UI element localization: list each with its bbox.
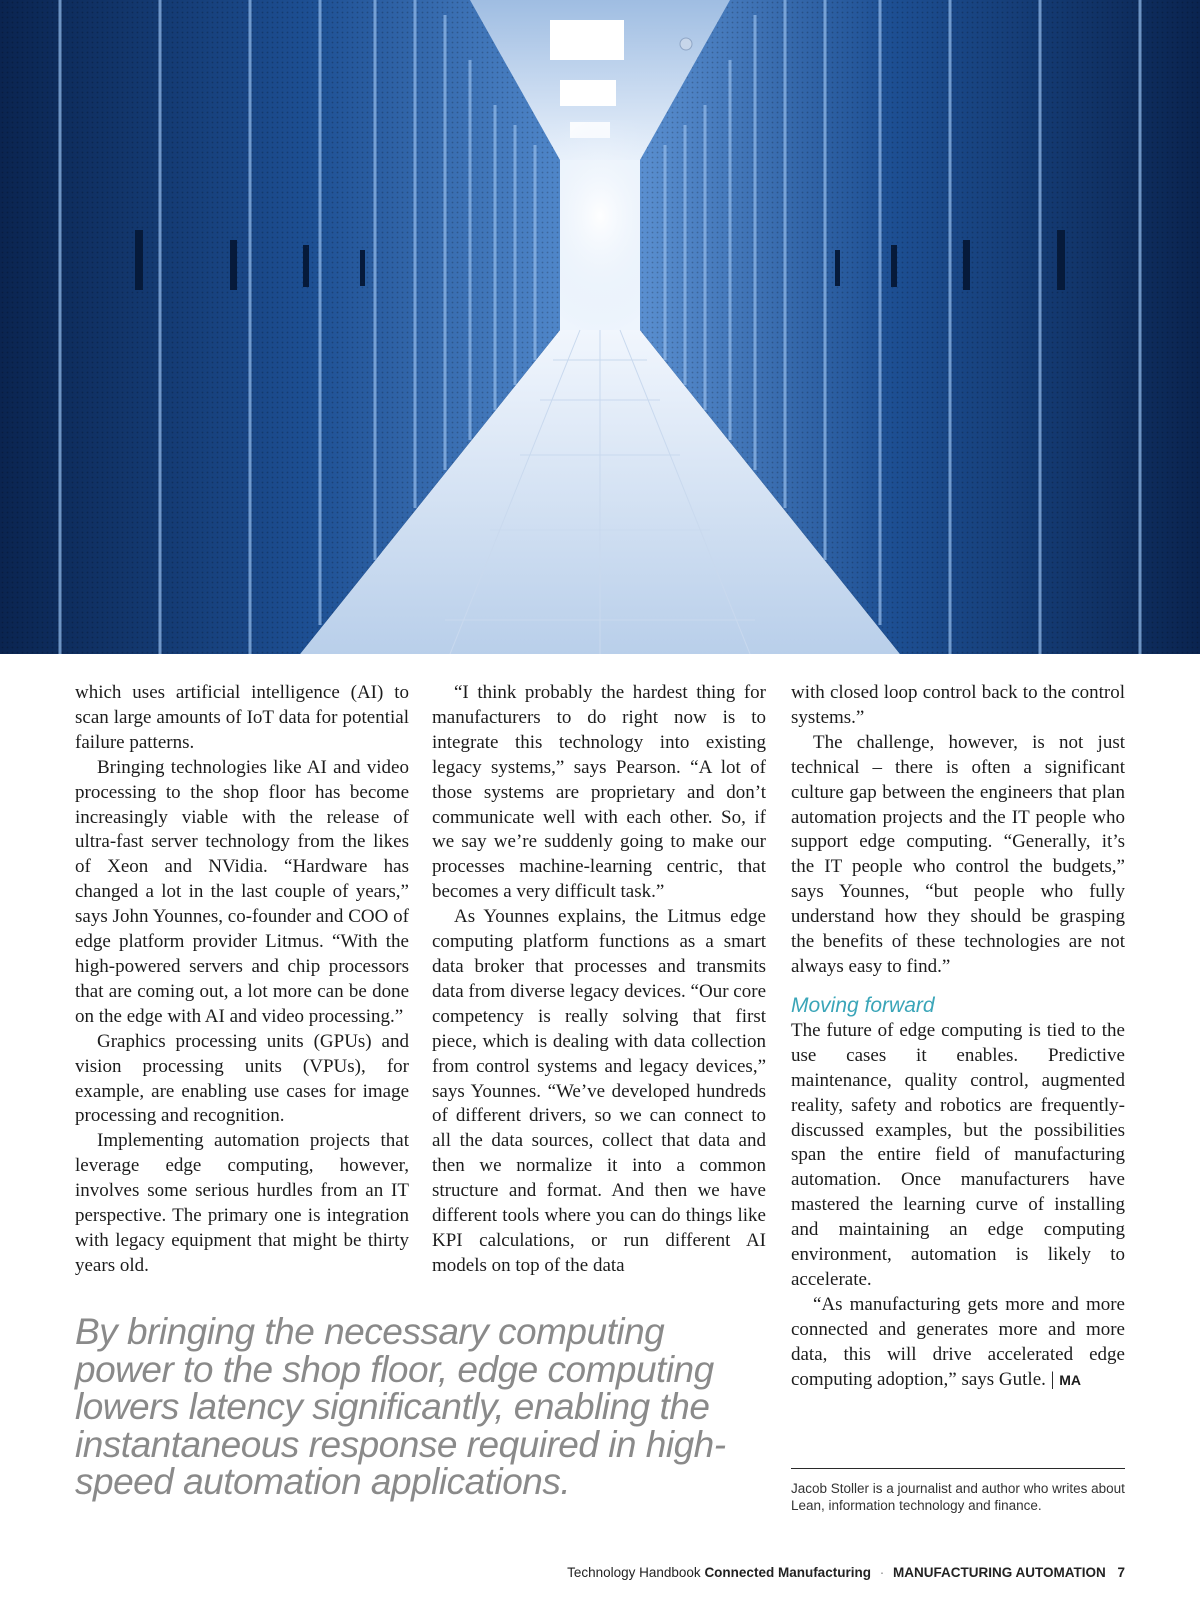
ceiling-camera-icon bbox=[680, 38, 692, 50]
paragraph: Graphics processing units (GPUs) and vision processing units (VPUs), for example, are enabling use cases for image processing and recognition. bbox=[75, 1030, 409, 1127]
paragraph: with closed loop control back to the control systems.” bbox=[791, 682, 1125, 728]
paragraph: Implementing automation projects that leverage edge computing, however, involves some serious hurdles from an IT perspective. The primary one is integration with legacy equipment that might be thirty years old. bbox=[75, 1130, 409, 1276]
server-corridor-illustration bbox=[0, 0, 1200, 654]
footer-separator: · bbox=[879, 1565, 885, 1580]
pull-quote: By bringing the necessary computing power to the shop floor, edge computing lowers latency significantly, enabling the instantaneous response required in high-speed automation applications. bbox=[75, 1311, 726, 1502]
closing-paragraph-text: “As manufacturing gets more and more connected and generates more and more data, this will drive accelerated edge computing adoption,” says Gutle. | bbox=[791, 1293, 1125, 1390]
paragraph: which uses artificial intelligence (AI) to scan large amounts of IoT data for potential failure patterns. bbox=[75, 682, 409, 753]
article-column-3 bbox=[791, 681, 1125, 1392]
paragraph: As Younnes explains, the Litmus edge computing platform functions as a smart data broker that processes and transmits data from diverse legacy devices. “Our core competency is really solving that first piece, which is dealing with data collection from control systems and legacy devices,” says Younnes. “We’ve developed hundreds of different drivers, so we can connect to all the data sources, collect that data and then we normalize it into a common structure and format. And then we have different tools where you can do things like KPI calculations, or run different AI models on top of the data bbox=[432, 906, 766, 1276]
page-footer bbox=[567, 1565, 1125, 1580]
footer-handbook: Technology Handbook bbox=[567, 1565, 701, 1580]
hero-photo bbox=[0, 0, 1200, 654]
bio-divider bbox=[791, 1468, 1125, 1469]
paragraph: The challenge, however, is not just technical – there is often a significant culture gap between the engineers that plan automation projects and the IT people who support edge computing. “Generally, it’s the IT people who control the budgets,” says Younnes, “but people who fully understand how they should be grasping the benefits of these technologies are not always easy to find.” bbox=[791, 731, 1125, 977]
article-column-2 bbox=[432, 681, 766, 1279]
paragraph bbox=[791, 1293, 1125, 1393]
paragraph: The future of edge computing is tied to the use cases it enables. Predictive maintenance, quality control, augmented reality, safety and robotics are frequently-discussed examples, but the possibilities span the entire field of manufacturing automation. Once manufacturers have mastered the learning curve of installing and maintaining an edge computing environment, automation is likely to accelerate. bbox=[791, 1019, 1125, 1290]
paragraph: “I think probably the hardest thing for manufacturers to do right now is to integrate this technology into existing legacy systems,” says Pearson. “A lot of those systems are proprietary and don’t communicate well with each other. So, if we say we’re suddenly going to make our processes machine-learning centric, that becomes a very difficult task.” bbox=[432, 682, 766, 903]
ceiling-light bbox=[560, 80, 616, 106]
ceiling-light bbox=[550, 20, 624, 60]
article-column-1 bbox=[75, 681, 409, 1279]
end-mark: MA bbox=[1059, 1371, 1081, 1388]
section-subhead: Moving forward bbox=[791, 993, 935, 1017]
page-number: 7 bbox=[1117, 1565, 1125, 1580]
author-bio: Jacob Stoller is a journalist and author who writes about Lean, information technology and finance. bbox=[791, 1481, 1125, 1513]
paragraph: Bringing technologies like AI and video processing to the shop floor has become increasingly viable with the release of ultra-fast server technology from the likes of Xeon and NVidia. “Hardware has changed a lot in the last couple of years,” says John Younnes, co-founder and COO of edge platform provider Litmus. “With the high-powered servers and chip processors that are coming out, a lot more can be done on the edge with AI and video processing.” bbox=[75, 756, 409, 1027]
footer-section: Connected Manufacturing bbox=[704, 1565, 871, 1580]
footer-magazine: MANUFACTURING AUTOMATION bbox=[892, 1565, 1106, 1580]
